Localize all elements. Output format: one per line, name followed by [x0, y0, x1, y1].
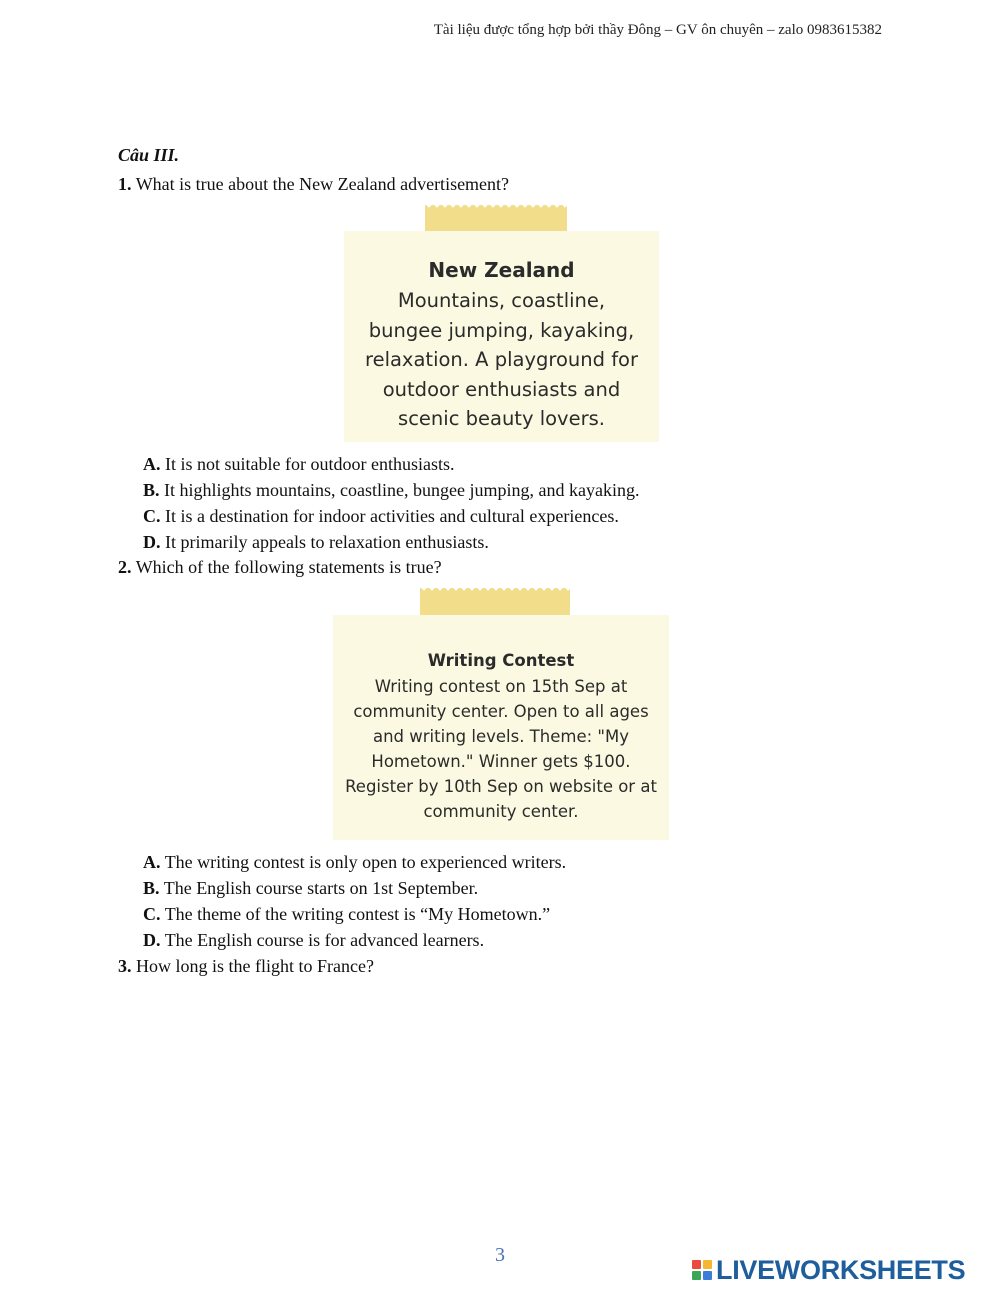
option-b[interactable]: [143, 478, 639, 504]
writing-contest-note: [333, 615, 669, 840]
logo-square: [703, 1260, 712, 1269]
option-text: It is a destination for indoor activities and cultural experiences.: [165, 506, 619, 526]
page-header: Tài liệu được tổng hợp bởi thầy Đông – GV ôn chuyên – zalo 0983615382: [433, 22, 882, 38]
option-text: The English course is for advanced learners.: [164, 930, 485, 950]
logo-square: [703, 1271, 712, 1280]
options-list-1: [143, 452, 639, 556]
option-text: The theme of the writing contest is “My Hometown.”: [164, 904, 551, 924]
logo-square: [692, 1260, 701, 1269]
option-d[interactable]: [143, 928, 566, 954]
note-title: New Zealand: [428, 258, 575, 282]
question-text: How long is the flight to France?: [136, 956, 374, 976]
question-number: 3.: [118, 956, 132, 976]
note-title: Writing Contest: [427, 651, 575, 670]
option-b[interactable]: [143, 876, 566, 902]
option-text: The English course starts on 1st September.: [163, 878, 479, 898]
page-number: 3: [495, 1244, 505, 1266]
option-d[interactable]: [143, 530, 639, 556]
option-c[interactable]: [143, 504, 639, 530]
question-2: [118, 555, 442, 579]
question-number: 1.: [118, 174, 132, 194]
question-3: [118, 954, 374, 978]
note-body: Writing contest on 15th Sep at community center. Open to all ages and writing levels. Theme: "My Hometown." Winner gets $100. Register by 10th Sep on website or at community center.: [345, 677, 657, 821]
option-a[interactable]: [143, 850, 566, 876]
option-letter: B.: [143, 480, 160, 500]
question-text: What is true about the New Zealand advertisement?: [135, 174, 510, 194]
logo-square: [692, 1271, 701, 1280]
new-zealand-ad-note: [344, 231, 659, 442]
note-body: Mountains, coastline, bungee jumping, kayaking, relaxation. A playground for outdoor enthusiasts and scenic beauty lovers.: [364, 289, 639, 430]
option-letter: D.: [143, 532, 161, 552]
option-letter: D.: [143, 930, 161, 950]
option-letter: C.: [143, 506, 161, 526]
option-text: It highlights mountains, coastline, bungee jumping, and kayaking.: [164, 480, 640, 500]
option-letter: B.: [143, 878, 160, 898]
section-title: Câu III.: [118, 145, 180, 165]
option-letter: A.: [143, 852, 161, 872]
logo-grid-icon: [692, 1260, 712, 1280]
question-number: 2.: [118, 557, 132, 577]
option-a[interactable]: [143, 452, 639, 478]
option-text: It primarily appeals to relaxation enthusiasts.: [165, 532, 489, 552]
logo-text: LIVEWORKSHEETS: [716, 1254, 966, 1285]
option-text: The writing contest is only open to experienced writers.: [164, 852, 567, 872]
question-text: Which of the following statements is true?: [135, 557, 442, 577]
question-1: [118, 172, 509, 196]
liveworksheets-logo[interactable]: [692, 1255, 965, 1285]
option-letter: A.: [143, 454, 161, 474]
options-list-2: [143, 850, 566, 954]
option-text: It is not suitable for outdoor enthusiasts.: [165, 454, 455, 474]
option-c[interactable]: [143, 902, 566, 928]
option-letter: C.: [143, 904, 161, 924]
